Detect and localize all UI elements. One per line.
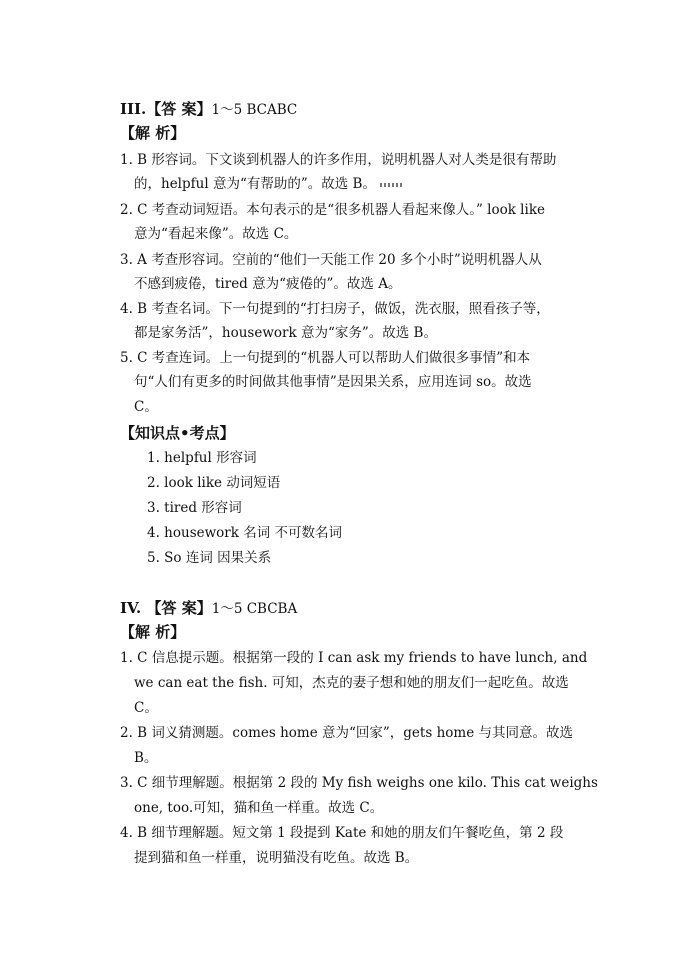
s3-item-5-line-2: 句“人们有更多的时间做其他事情”是因果关系，应用连词 so。故选 <box>134 374 532 390</box>
s3-item-2-line-1: 2. C 考查动词短语。本句表示的是“很多机器人看起来像人。” look like <box>120 202 545 218</box>
knowledge-point-3: 3. tired 形容词 <box>147 500 242 516</box>
knowledge-point-1: 1. helpful 形容词 <box>147 450 257 466</box>
section-4-answer-label: 【答 案】 <box>146 599 212 617</box>
knowledge-point-5: 5. So 连词 因果关系 <box>147 550 272 566</box>
s4-item-2-line-1: 2. B 词义猜测题。comes home 意为“回家”，gets home 与其同意。故选 <box>120 725 573 741</box>
knowledge-points-label: 【知识点•考点】 <box>120 424 235 442</box>
section-3-number: III. <box>120 100 147 118</box>
section-4-analysis-label: 【解 析】 <box>120 623 186 641</box>
s4-item-1-line-1: 1. C 信息提示题。根据第一段的 I can ask my friends to have lunch, and <box>120 650 588 666</box>
s4-item-1-line-3: C。 <box>134 700 158 716</box>
squiggle-mark <box>380 183 402 187</box>
s3-item-1-line-2: 的，helpful 意为“有帮助的”。故选 B。 <box>134 174 402 194</box>
section-3-answer-key: 1～5 BCABC <box>211 102 298 118</box>
section-3-answer-label: 【答 案】 <box>146 100 212 118</box>
s4-item-1-line-2: we can eat the fish. 可知，杰克的妻子想和她的朋友们一起吃鱼。故选 <box>134 675 569 691</box>
s4-item-3-line-1: 3. C 细节理解题。根据第 2 段的 My fish weighs one kilo. This cat weighs <box>120 775 598 791</box>
knowledge-point-4: 4. housework 名词 不可数名词 <box>147 525 343 541</box>
s4-item-2-line-2: B。 <box>134 750 158 766</box>
s3-item-4-line-2: 都是家务活”，housework 意为“家务”。故选 B。 <box>134 325 437 341</box>
s3-item-1-line-1: 1. B 形容词。下文谈到机器人的许多作用，说明机器人对人类是很有帮助 <box>120 152 557 168</box>
s3-item-3-line-1: 3. A 考查形容词。空前的“他们一天能工作 20 多个小时”说明机器人从 <box>120 252 542 268</box>
s3-item-5-line-1: 5. C 考查连词。上一句提到的“机器人可以帮助人们做很多事情”和本 <box>120 350 531 366</box>
s3-item-2-line-2: 意为“看起来像”。故选 C。 <box>134 226 298 242</box>
knowledge-point-2: 2. look like 动词短语 <box>147 475 281 491</box>
section-3-heading <box>120 99 297 120</box>
section-4-number: IV. <box>120 599 142 617</box>
s4-item-3-line-2: one, too.可知，猫和鱼一样重。故选 C。 <box>134 800 384 816</box>
s3-item-4-line-1: 4. B 考查名词。下一句提到的“打扫房子，做饭，洗衣服，照看孩子等， <box>120 301 550 317</box>
s3-item-3-line-2: 不感到疲倦，tired 意为“疲倦的”。故选 A。 <box>134 276 402 292</box>
s4-item-4-line-1: 4. B 细节理解题。短文第 1 段提到 Kate 和她的朋友们午餐吃鱼，第 2 段 <box>120 825 564 841</box>
s4-item-4-line-2: 提到猫和鱼一样重，说明猫没有吃鱼。故选 B。 <box>134 850 419 866</box>
section-4-heading <box>120 598 297 619</box>
section-3-analysis-label: 【解 析】 <box>120 124 186 142</box>
section-4-answer-key: 1～5 CBCBA <box>211 601 298 617</box>
s3-item-5-line-3: C。 <box>134 399 158 415</box>
